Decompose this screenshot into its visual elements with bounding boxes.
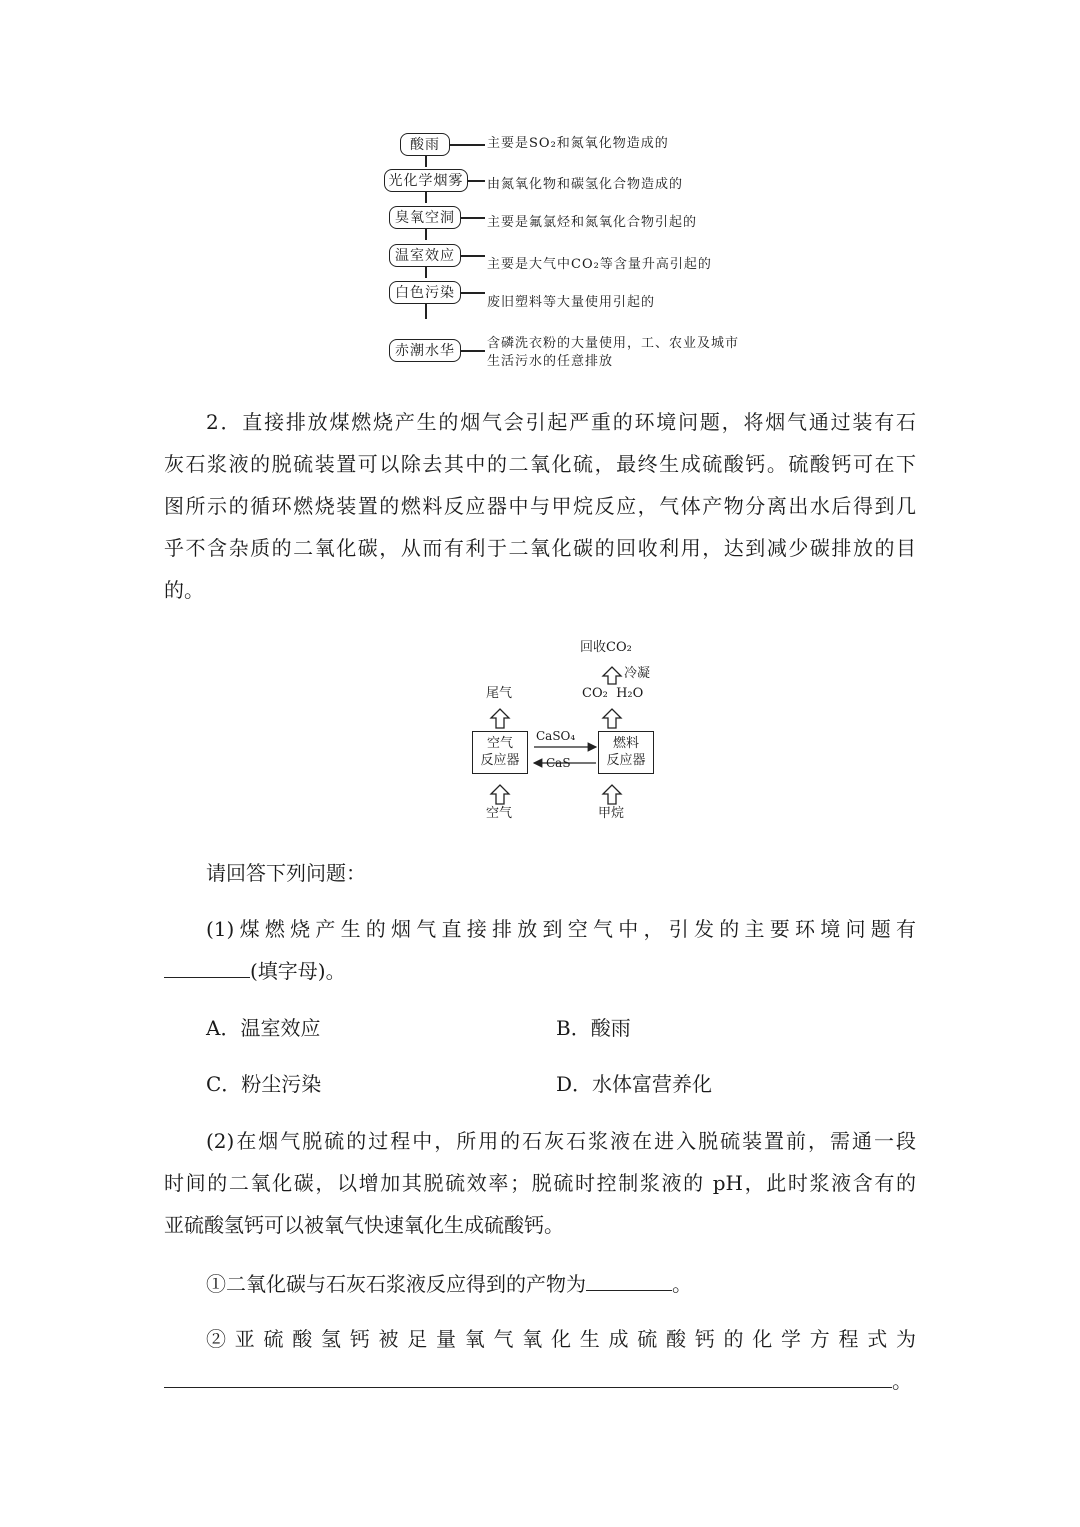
connector bbox=[425, 191, 427, 203]
concept-desc: 主要是大气中CO₂等含量升高引起的 bbox=[487, 257, 712, 272]
text-line: 乎不含杂质的二氧化碳，从而有利于二氧化碳的回收利用，达到减少碳排放的目 bbox=[164, 536, 916, 560]
text-line: (1)煤燃烧产生的烟气直接排放到空气中，引发的主要环境问题有 bbox=[206, 917, 916, 941]
concept-box-greenhouse-effect: 温室效应 bbox=[389, 244, 461, 267]
text-line: 请回答下列问题： bbox=[206, 861, 366, 885]
up-arrow-products bbox=[603, 709, 621, 728]
option-c[interactable]: C．粉尘污染 bbox=[206, 1072, 322, 1096]
text-line: 图所示的循环燃烧装置的燃料反应器中与甲烷反应，气体产物分离出水后得到几 bbox=[164, 494, 916, 518]
answer-blank[interactable] bbox=[164, 957, 250, 978]
up-arrow-air bbox=[491, 785, 509, 804]
text-line bbox=[164, 1360, 916, 1402]
connector bbox=[425, 303, 427, 319]
text-line: (2)在烟气脱硫的过程中，所用的石灰石浆液在进入脱硫装置前，需通一段 bbox=[206, 1129, 916, 1153]
pollution-concept-map bbox=[383, 128, 763, 378]
concept-desc: 生活污水的任意排放 bbox=[487, 354, 614, 369]
label-products: CO₂ H₂O bbox=[582, 686, 644, 701]
text-line bbox=[164, 950, 916, 992]
leader-line bbox=[450, 144, 485, 146]
prompt-line bbox=[164, 852, 916, 894]
option-d[interactable]: D．水体富营养化 bbox=[556, 1072, 713, 1096]
text-line: 灰石浆液的脱硫装置可以除去其中的二氧化硫，最终生成硫酸钙。硫酸钙可在下 bbox=[164, 452, 916, 476]
connector bbox=[425, 266, 427, 278]
concept-desc: 废旧塑料等大量使用引起的 bbox=[487, 295, 656, 310]
air-reactor-line1: 空气 bbox=[486, 736, 513, 751]
leader-line bbox=[461, 217, 485, 219]
option-b[interactable]: B．酸雨 bbox=[556, 1016, 631, 1040]
air-reactor-line2: 反应器 bbox=[480, 753, 520, 768]
leader-line bbox=[461, 292, 485, 294]
fuel-reactor-line2: 反应器 bbox=[606, 753, 646, 768]
part-1-text: ①二氧化碳与石灰石浆液反应得到的产物为 bbox=[206, 1272, 586, 1296]
air-reactor-box bbox=[472, 731, 528, 774]
subquestion-2 bbox=[164, 1120, 916, 1246]
label-condense: 冷凝 bbox=[624, 666, 651, 681]
concept-box-white-pollution: 白色污染 bbox=[389, 281, 461, 304]
combustion-cycle-diagram bbox=[460, 632, 660, 828]
leader-line bbox=[468, 180, 485, 182]
text-line bbox=[164, 1263, 916, 1305]
label-recover-co2: 回收CO₂ bbox=[580, 640, 632, 655]
text-line: 2．直接排放煤燃烧产生的烟气会引起严重的环境问题，将烟气通过装有石 bbox=[206, 410, 916, 434]
concept-desc: 由氮氧化物和碳氢化合物造成的 bbox=[487, 177, 684, 192]
concept-desc: 主要是SO₂和氮氧化物造成的 bbox=[487, 136, 669, 151]
label-tail-gas: 尾气 bbox=[486, 686, 513, 701]
connector bbox=[425, 155, 427, 167]
connector bbox=[425, 228, 427, 240]
question-2-stem bbox=[164, 401, 916, 611]
text-line: 时间的二氧化碳，以增加其脱硫效率；脱硫时控制浆液的 pH，此时浆液含有的 bbox=[164, 1171, 916, 1195]
concept-box-photochemical-smog: 光化学烟雾 bbox=[384, 169, 468, 192]
concept-box-red-tide: 赤潮水华 bbox=[389, 339, 461, 362]
text-line: ②亚硫酸氢钙被足量氧气氧化生成硫酸钙的化学方程式为 bbox=[206, 1327, 916, 1351]
label-air: 空气 bbox=[486, 806, 513, 821]
concept-box-ozone-hole: 臭氧空洞 bbox=[389, 206, 461, 229]
up-arrow-recover bbox=[603, 667, 621, 684]
subquestion-1 bbox=[164, 908, 916, 992]
period: 。 bbox=[672, 1272, 692, 1296]
text-line: 亚硫酸氢钙可以被氧气快速氧化生成硫酸钙。 bbox=[164, 1213, 564, 1237]
fuel-reactor-line1: 燃料 bbox=[612, 736, 639, 751]
option-a[interactable]: A．温室效应 bbox=[206, 1016, 321, 1040]
text-line: 的。 bbox=[164, 578, 204, 602]
fill-hint: (填字母)。 bbox=[250, 959, 346, 983]
answer-blank[interactable] bbox=[164, 1367, 892, 1388]
leader-line bbox=[461, 255, 485, 257]
leader-line bbox=[461, 350, 485, 352]
label-methane: 甲烷 bbox=[598, 806, 625, 821]
fuel-reactor-box bbox=[598, 731, 654, 774]
subquestion-2-part-1 bbox=[164, 1263, 916, 1305]
period: 。 bbox=[892, 1369, 912, 1393]
concept-box-acid-rain: 酸雨 bbox=[400, 133, 450, 156]
label-cas: CaS bbox=[546, 756, 571, 770]
concept-desc: 主要是氟氯烃和氮氧化合物引起的 bbox=[487, 215, 698, 230]
label-caso4: CaSO₄ bbox=[536, 729, 576, 743]
answer-blank[interactable] bbox=[586, 1270, 672, 1291]
up-arrow-methane bbox=[603, 785, 621, 804]
subquestion-2-part-2 bbox=[164, 1318, 916, 1402]
up-arrow-tail-gas bbox=[491, 709, 509, 728]
concept-desc: 含磷洗衣粉的大量使用，工、农业及城市 bbox=[487, 336, 740, 351]
